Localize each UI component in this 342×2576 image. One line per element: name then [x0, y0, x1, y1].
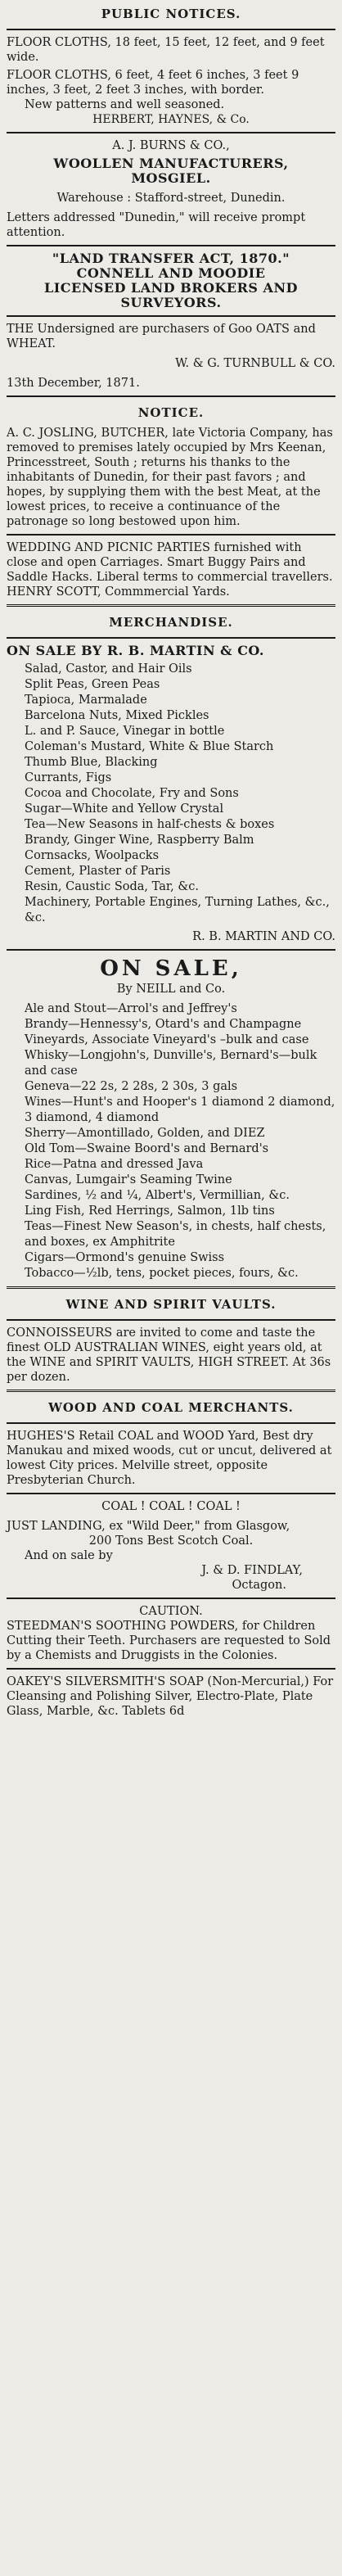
list-item: Teas—Finest New Season's, in chests, half chests, and boxes, ex Amphitrite [25, 1220, 326, 1249]
divider [7, 604, 335, 607]
list-item: Thumb Blue, Blacking [25, 756, 158, 769]
ad-burns [7, 138, 335, 240]
divider [7, 534, 335, 536]
list-item: Whisky—Longjohn's, Dunville's, Bernard's—bulk and case [25, 1049, 317, 1078]
ad-findlay-place: Octagon. [232, 1579, 286, 1592]
ad-burns-line2: MOSGIEL. [131, 170, 211, 186]
list-item: Wines—Hunt's and Hooper's 1 diamond 2 diamond, 3 diamond, 4 diamond [25, 1096, 335, 1124]
list-item: Barcelona Nuts, Mixed Pickles [25, 709, 209, 722]
ad-wine [7, 1326, 335, 1385]
list-item: Cement, Plaster of Paris [25, 865, 171, 878]
ad-hughes [7, 1429, 335, 1488]
ad-steedman [7, 1604, 335, 1663]
list-item: Tapioca, Marmalade [25, 694, 147, 707]
list-item: Cocoa and Chocolate, Fry and Sons [25, 787, 239, 800]
list-item: Tea—New Seasons in half-chests & boxes [25, 818, 275, 831]
list-item: Ale and Stout—Arrol's and Jeffrey's [25, 1002, 237, 1015]
list-item: Brandy—Hennessy's, Otard's and Champagne Vineyards, Associate Vineyard's –bulk and case [25, 1018, 309, 1046]
ad-findlay-text2: 200 Tons Best Scotch Coal. [88, 1534, 254, 1548]
ad-burns-letters: Letters addressed "Dunedin," will receive prompt attention. [7, 211, 306, 239]
ad-findlay-text1: JUST LANDING, ex "Wild Deer," from Glasgow, [7, 1520, 290, 1533]
list-item: Machinery, Portable Engines, Turning Lathes, &c., &c. [25, 896, 330, 924]
divider [7, 395, 335, 397]
ad-wedding [7, 540, 335, 599]
ad-martin-title: ON SALE BY R. B. MARTIN & CO. [7, 643, 264, 658]
list-item: Brandy, Ginger Wine, Raspberry Balm [25, 834, 254, 847]
ad-oakey [7, 1674, 335, 1719]
list-item: Geneva—22 2s, 2 28s, 2 30s, 3 gals [25, 1080, 238, 1093]
ad-oakey-text: OAKEY'S SILVERSMITH'S SOAP (Non-Mercurial,) For Cleansing and Polishing Silver, Electro-Plate, Plate Glass, Marble, &c. Tablets 6d [7, 1675, 334, 1718]
divider [7, 29, 335, 30]
section-title-public-notices: PUBLIC NOTICES. [101, 7, 241, 21]
divider [7, 1422, 335, 1424]
section-title-wood-coal: WOOD AND COAL MERCHANTS. [48, 1400, 294, 1415]
ad-land-transfer-title: "LAND TRANSFER ACT, 1870." [52, 251, 290, 266]
divider [7, 949, 335, 951]
ad-neill-by: By NEILL and Co. [116, 983, 226, 996]
list-item: Tobacco—½lb, tens, pocket pieces, fours, &c. [25, 1267, 299, 1280]
ad-josling [7, 426, 335, 529]
ad-findlay [7, 1499, 335, 1593]
ad-wine-text: CONNOISSEURS are invited to come and taste the finest OLD AUSTRALIAN WINES, eight years old, at the WINE and SPIRIT VAULTS, HIGH STREET. At 36s per dozen. [7, 1326, 331, 1384]
section-title-merchandise: MERCHANDISE. [109, 615, 233, 630]
ad-neill-list [7, 1001, 335, 1281]
ad-steedman-title: CAUTION. [139, 1605, 203, 1618]
ad-findlay-signer: J. & D. FINDLAY, [201, 1564, 303, 1577]
list-item: Salad, Castor, and Hair Oils [25, 662, 192, 676]
list-item: Resin, Caustic Soda, Tar, &c. [25, 880, 200, 893]
ad-turnbull [7, 322, 335, 391]
list-item: L. and P. Sauce, Vinegar in bottle [25, 725, 225, 738]
ad-turnbull-signer: W. & G. TURNBULL & CO. [175, 357, 335, 370]
ad-floor-cloths-line2: FLOOR CLOTHS, 6 feet, 4 feet 6 inches, 3 feet 9 inches, 3 feet, 2 feet 3 inches, with border. [7, 69, 299, 97]
list-item: Ling Fish, Red Herrings, Salmon, 1lb tins [25, 1204, 275, 1218]
list-item: Sherry—Amontillado, Golden, and DIEZ [25, 1127, 265, 1140]
ad-burns-name: A. J. BURNS & CO., [112, 139, 230, 152]
divider [7, 1598, 335, 1599]
list-item: Sugar—White and Yellow Crystal [25, 802, 224, 816]
ad-josling-text: A. C. JOSLING, BUTCHER, late Victoria Company, has removed to premises lately occupied by Mrs Keenan, Princesstreet, South ; returns his thanks to the inhabitants of Dunedin, for their past favors ; and hopes, by supplying them with the best Meat, at the lowest prices, to receive a continuance of the patronage so long bestowed upon him. [7, 427, 333, 528]
list-item: Rice—Patna and dressed Java [25, 1158, 204, 1171]
ad-hughes-text: HUGHES'S Retail COAL and WOOD Yard, Best dry Manukau and mixed woods, cut or uncut, delivered at lowest City prices. Melville street, opposite Presbyterian Church. [7, 1430, 332, 1487]
divider [7, 1286, 335, 1289]
list-item: Sardines, ½ and ¼, Albert's, Vermillian, &c. [25, 1189, 290, 1202]
ad-wedding-text: WEDDING AND PICNIC PARTIES furnished with close and open Carriages. Smart Buggy Pairs and Saddle Hacks. Liberal terms to commercial travellers. HENRY SCOTT, Commmercial Yards. [7, 541, 333, 599]
ad-neill [7, 956, 335, 1281]
list-item: Cigars—Ormond's genuine Swiss [25, 1251, 225, 1264]
section-title-wine: WINE AND SPIRIT VAULTS. [65, 1297, 277, 1312]
ad-steedman-text: STEEDMAN'S SOOTHING POWDERS, for Children Cutting their Teeth. Purchasers are requested to Sold by a Chemists and Druggists in the Colonies. [7, 1620, 331, 1662]
divider [7, 1390, 335, 1392]
ad-floor-cloths-line1: FLOOR CLOTHS, 18 feet, 15 feet, 12 feet, and 9 feet wide. [7, 36, 325, 64]
list-item: Coleman's Mustard, White & Blue Starch [25, 740, 274, 753]
ad-findlay-title: COAL ! COAL ! COAL ! [101, 1500, 241, 1513]
list-item: Split Peas, Green Peas [25, 678, 160, 691]
list-item: Old Tom—Swaine Boord's and Bernard's [25, 1142, 269, 1155]
ad-floor-cloths [7, 35, 335, 127]
divider [7, 1668, 335, 1670]
divider [7, 132, 335, 133]
ad-burns-warehouse: Warehouse : Stafford-street, Dunedin. [56, 192, 286, 205]
list-item: Cornsacks, Woolpacks [25, 849, 160, 862]
divider [7, 637, 335, 639]
ad-neill-title: ON SALE, [100, 956, 242, 981]
divider [7, 245, 335, 246]
ad-turnbull-text: THE Undersigned are purchasers of Goo OATS and WHEAT. [7, 323, 316, 350]
list-item: Currants, Figs [25, 771, 112, 784]
ad-findlay-text3: And on sale by [25, 1549, 113, 1562]
ad-martin [7, 644, 335, 944]
divider [7, 1493, 335, 1494]
list-item: Canvas, Lumgair's Seaming Twine [25, 1173, 232, 1186]
ad-land-transfer [7, 251, 335, 310]
ad-land-transfer-line2: LICENSED LAND BROKERS AND SURVEYORS. [44, 280, 298, 310]
ad-martin-signer: R. B. MARTIN AND CO. [192, 930, 335, 943]
ad-martin-list [7, 662, 335, 926]
ad-turnbull-date: 13th December, 1871. [7, 377, 140, 390]
divider [7, 1319, 335, 1321]
ad-floor-cloths-line3: New patterns and well seasoned. [25, 98, 225, 111]
section-title-notice: NOTICE. [137, 405, 205, 420]
ad-burns-line1: WOOLLEN MANUFACTURERS, [53, 156, 289, 171]
ad-floor-cloths-signer: HERBERT, HAYNES, & Co. [92, 113, 250, 126]
ad-land-transfer-line1: CONNELL AND MOODIE [76, 265, 266, 281]
divider [7, 315, 335, 317]
